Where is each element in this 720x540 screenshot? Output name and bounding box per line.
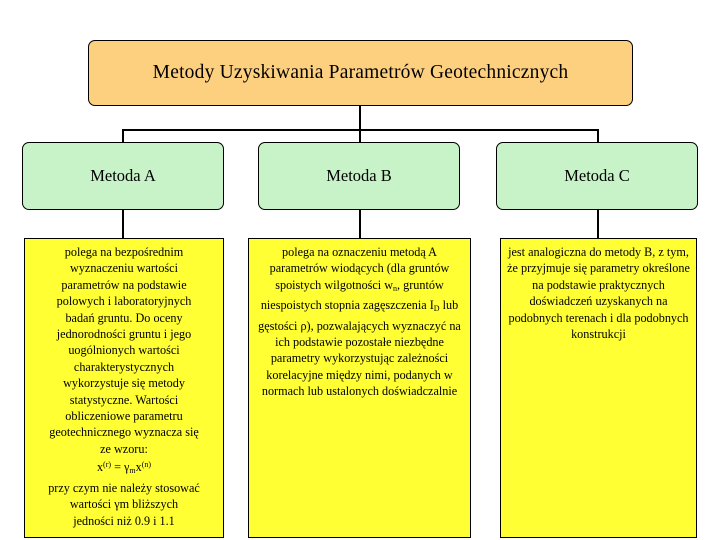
method-b-sub-2: D bbox=[433, 304, 440, 314]
formula-lhs-sup: (r) bbox=[103, 460, 112, 470]
method-a-line: parametrów na podstawie bbox=[61, 277, 187, 292]
method-b-sub-1: n bbox=[393, 283, 398, 293]
method-a-line: polega na bezpośrednim bbox=[64, 245, 184, 259]
connector-b bbox=[359, 129, 361, 142]
method-a-line: statystyczne. Wartości bbox=[69, 392, 179, 407]
method-c-text: jest analogiczna do metody B, z tym, że przyjmuje się parametry określone na podstawie praktycznych doświadczeń uzyskanych na podobnych terenach i dla podobnych konstrukcji bbox=[507, 245, 690, 342]
method-a-header bbox=[22, 142, 224, 210]
method-a-line: obliczeniowe parametru bbox=[65, 409, 183, 424]
connector-c-desc bbox=[597, 210, 599, 238]
formula-gamma-sub: m bbox=[129, 466, 136, 476]
formula-lhs: x bbox=[96, 460, 104, 475]
method-b-label: Metoda B bbox=[326, 166, 392, 185]
method-a-line: jednorodności gruntu i jego bbox=[56, 327, 192, 342]
connector-b-desc bbox=[359, 210, 361, 238]
method-b-text-2: , gruntów niespoistych stopnia zagęszczenia I bbox=[260, 277, 444, 313]
method-a-line: jedności niż 0.9 i 1.1 bbox=[73, 513, 175, 528]
formula-rhs: x bbox=[135, 460, 142, 475]
diagram-title-text: Metody Uzyskiwania Parametrów Geotechnicznych bbox=[152, 62, 569, 83]
method-a-line: badań gruntu. Do oceny bbox=[65, 310, 183, 325]
method-a-line: wartości γm bliższych bbox=[69, 497, 179, 512]
method-b-header bbox=[258, 142, 460, 210]
method-a-line: polowych i laboratoryjnych bbox=[56, 294, 192, 309]
method-a-line: charakterystycznych bbox=[73, 359, 175, 374]
method-a-line: wyznaczeniu wartości bbox=[70, 261, 178, 276]
connector-a bbox=[122, 129, 124, 142]
connector-c bbox=[597, 129, 599, 142]
method-b-text-1: polega na oznaczeniu metodą A parametrów wiodących (dla gruntów spoistych wilgotności w bbox=[269, 245, 450, 292]
trunk-connector bbox=[359, 106, 361, 130]
method-b-text-3: lub gęstości ρ), pozwalających wyznaczyć na ich podstawie pozostałe niezbędne parametry wykorzystując zależności korelacyjne między nimi, podanych w normach lub ustalonych doświadczalnie bbox=[258, 298, 461, 399]
method-a-line: geotechnicznego wyznacza się bbox=[49, 425, 199, 440]
method-b-description bbox=[248, 238, 471, 538]
method-a-label: Metoda A bbox=[90, 166, 156, 185]
method-a-line: uogólnionych wartości bbox=[68, 343, 180, 358]
method-a-formula bbox=[29, 457, 219, 479]
method-c-description bbox=[500, 238, 697, 538]
diagram-title bbox=[88, 40, 633, 106]
method-a-line: ze wzoru: bbox=[100, 441, 148, 456]
method-c-label: Metoda C bbox=[564, 166, 630, 185]
formula-eq: = bbox=[111, 460, 124, 475]
method-c-header bbox=[496, 142, 698, 210]
method-a-line: przy czym nie należy stosować bbox=[48, 480, 200, 495]
connector-a-desc bbox=[122, 210, 124, 238]
method-a-line: wykorzystuje się metody bbox=[63, 376, 185, 391]
formula-gamma: γ bbox=[124, 460, 130, 475]
formula-rhs-sup: (n) bbox=[141, 460, 152, 470]
method-a-description bbox=[24, 238, 224, 538]
